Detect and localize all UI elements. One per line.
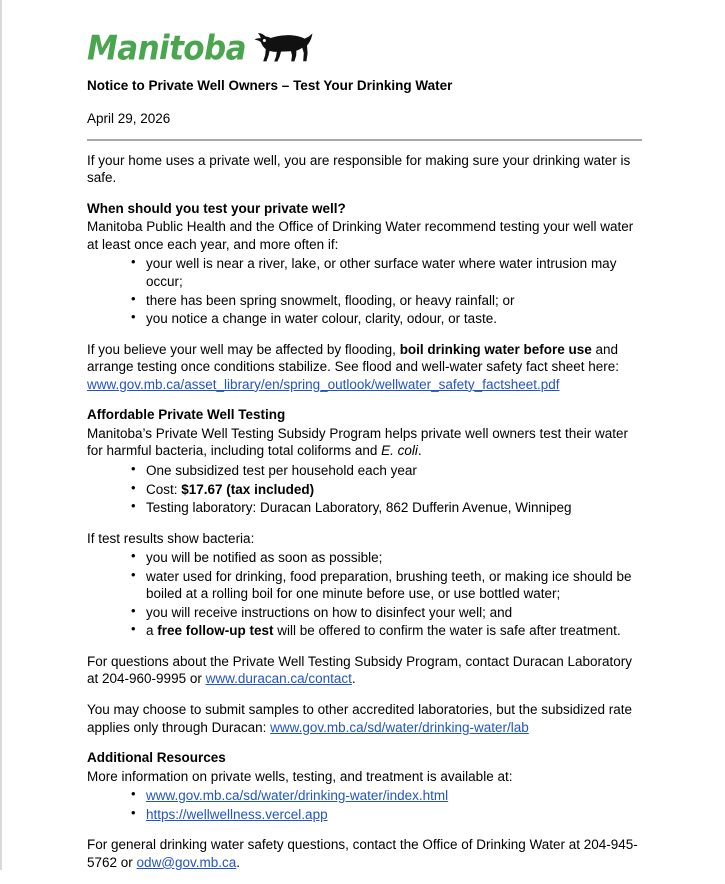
manitoba-masthead (87, 22, 643, 69)
followup-prefix: a (146, 623, 158, 639)
list-item: • you notice a change in water colour, clarity, odour, or taste. (131, 310, 643, 328)
list-item-followup (131, 622, 643, 640)
section-heading-affordable-testing: Affordable Private Well Testing (87, 407, 286, 423)
subsidy-contact-text: For questions about the Private Well Testing Subsidy Program, contact Duracan Laboratory at 204-960-9995 or (87, 653, 633, 687)
link-odw-email[interactable]: odw@gov.mb.ca (136, 854, 237, 870)
list-item: • you will be notified as soon as possible; (131, 549, 643, 567)
header-divider (87, 139, 642, 141)
section-heading-when-to-test: When should you test your private well? (87, 200, 346, 216)
footer-contact-period: . (236, 854, 241, 870)
page-title: Notice to Private Well Owners – Test Your Drinking Water (87, 78, 453, 93)
list-item-cost (131, 481, 643, 499)
link-accredited-labs[interactable]: www.gov.mb.ca/sd/water/drinking-water/lab (270, 719, 529, 735)
other-labs-paragraph (87, 701, 643, 736)
cost-value: $17.67 (tax included) (181, 481, 315, 497)
bison-icon (253, 28, 315, 64)
followup-suffix: will be offered to confirm the water is safe after treatment. (273, 623, 621, 639)
footer-contact-paragraph (87, 836, 643, 871)
link-duracan-contact[interactable]: www.duracan.ca/contact (205, 671, 352, 687)
bacteria-results-lead: If test results show bacteria: (87, 530, 255, 546)
list-item (131, 787, 643, 805)
flood-notice-text-lead: If you believe your well may be affected by flooding, (87, 341, 400, 357)
link-wellwater-factsheet[interactable]: www.gov.mb.ca/asset_library/en/spring_outlook/wellwater_safety_factsheet.pdf (87, 376, 560, 392)
list-item: • your well is near a river, lake, or other surface water where water intrusion may occur; (131, 255, 643, 290)
bacteria-results-list (87, 549, 643, 640)
document-content (87, 22, 643, 884)
list-item: • there has been spring snowmelt, flooding, or heavy rainfall; or (131, 292, 643, 310)
link-wellwellness-app[interactable]: https://wellwellness.vercel.app (146, 806, 328, 822)
document-date: April 29, 2026 (87, 110, 171, 126)
list-item: • Testing laboratory: Duracan Laboratory, 862 Dufferin Avenue, Winnipeg (131, 499, 643, 517)
flood-notice-text-tail: and arrange testing once conditions stabilize. See flood and well-water safety fact sheet here: (87, 341, 620, 375)
manitoba-wordmark: Manitoba (87, 29, 246, 69)
list-item: • water used for drinking, food preparation, brushing teeth, or making ice should be boiled at a rolling boil for one minute before use, or use bottled water; (131, 568, 643, 603)
affordable-testing-list (87, 462, 643, 517)
affordable-testing-lead (87, 425, 643, 460)
section-heading-additional-resources: Additional Resources (87, 750, 226, 766)
flood-notice-emphasis: boil drinking water before use (399, 341, 592, 357)
affordable-lead-text: Manitoba’s Private Well Testing Subsidy Program helps private well owners test their water for harmful bacteria, including total coliforms and (87, 425, 628, 459)
list-item: • you will receive instructions on how to disinfect your well; and (131, 604, 643, 622)
subsidy-contact-paragraph (87, 653, 643, 688)
when-to-test-lead: Manitoba Public Health and the Office of Drinking Water recommend testing your well water at least once each year, and more often if: (87, 219, 634, 252)
when-to-test-list (87, 255, 643, 327)
ecoli-italic: E. coli (381, 443, 418, 459)
flood-notice-paragraph (87, 341, 643, 394)
footer-contact-text: For general drinking water safety questions, contact the Office of Drinking Water at 204-945-5762 or (87, 837, 638, 870)
additional-resources-lead: More information on private wells, testing, and treatment is available at: (87, 768, 513, 784)
followup-emphasis: free follow-up test (157, 623, 274, 639)
subsidy-contact-period: . (351, 671, 356, 687)
other-labs-text: You may choose to submit samples to other accredited laboratories, but the subsidized rate applies only through Duracan: (87, 701, 633, 735)
intro-paragraph: If your home uses a private well, you are responsible for making sure your drinking water is safe. (87, 152, 631, 186)
list-item: • One subsidized test per household each year (131, 462, 643, 480)
list-item (131, 806, 643, 824)
cost-label: Cost: (146, 481, 182, 497)
link-drinking-water-index[interactable]: www.gov.mb.ca/sd/water/drinking-water/index.html (146, 788, 449, 804)
additional-resources-list (87, 787, 643, 823)
affordable-lead-period: . (417, 443, 422, 459)
